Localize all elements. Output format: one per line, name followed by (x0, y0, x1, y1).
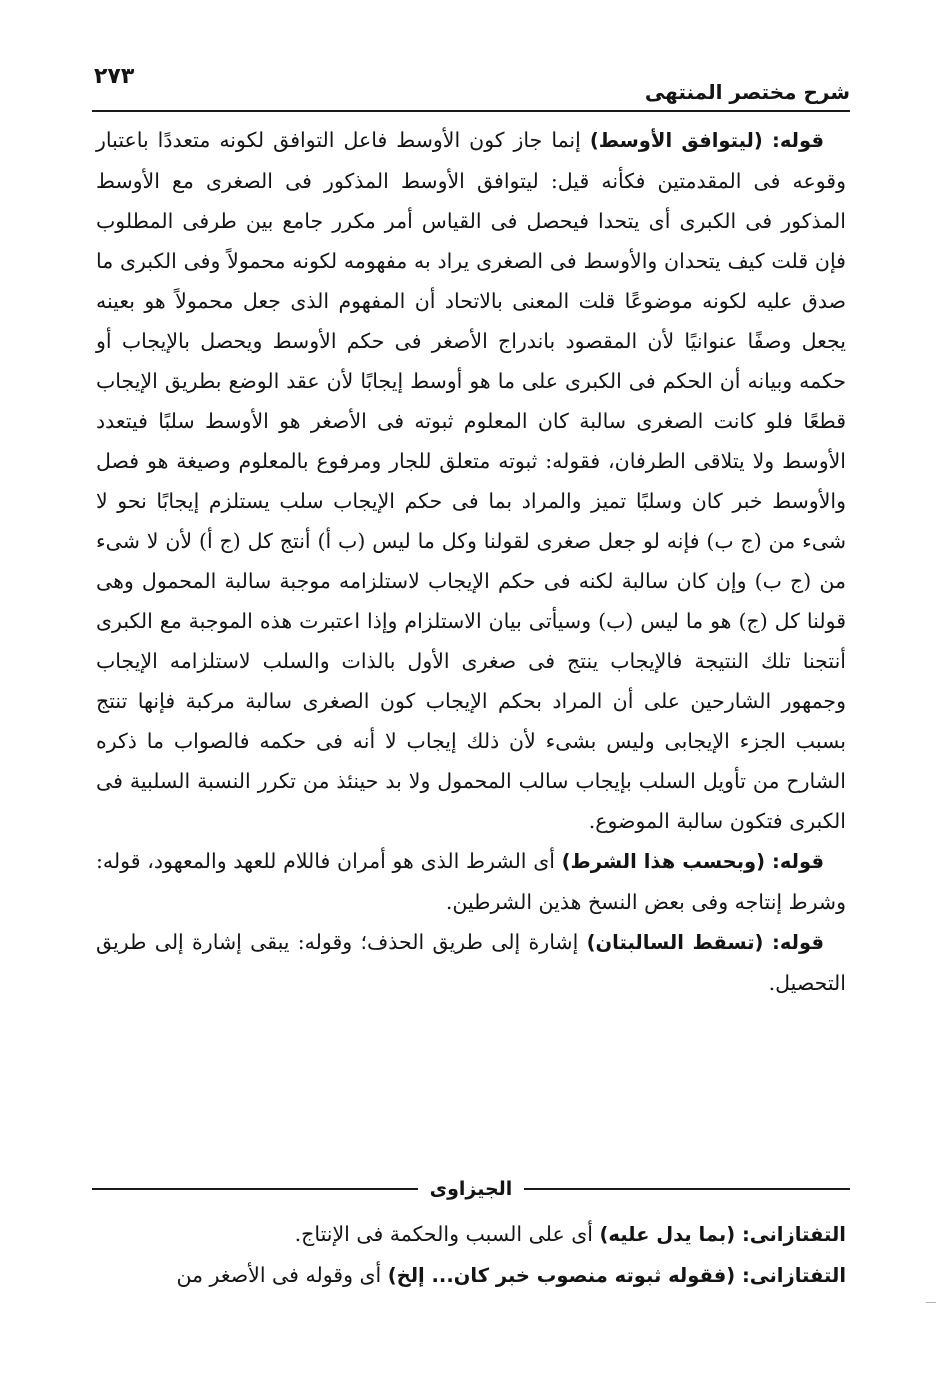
paragraph-label: قوله: (ليتوافق الأوسط) (589, 129, 824, 152)
section-title: الجيزاوى (429, 1178, 513, 1200)
paragraph-text: أى الشرط الذى هو أمران فاللام للعهد والمعهود، قوله: وشرط إنتاجه وفى بعض النسخ هذين الشرطين. (96, 849, 846, 914)
running-title: شرح مختصر المنتهى (644, 80, 850, 104)
paragraph (96, 922, 846, 1003)
paragraph-label: قوله: (وبحسب هذا الشرط) (561, 850, 824, 873)
page-header (92, 62, 850, 112)
divider-rule-right (524, 1188, 850, 1190)
footnotes (96, 1214, 846, 1296)
paragraph (96, 841, 846, 922)
footnote-label: التفتازانى: (فقوله ثبوته منصوب خبر كان... إلخ) (387, 1264, 846, 1287)
divider-rule-left (92, 1188, 418, 1190)
paragraph-text: إنما جاز كون الأوسط فاعل التوافق لكونه متعددًا باعتبار وقوعه فى المقدمتين فكأنه قيل: ليتوافق الأوسط المذكور فى الصغرى مع الأوسط المذكور فى الكبرى أى يتحدا فيحصل فى القياس أمر مكرر جامع بين طرفى المطلوب فإن قلت كيف يتحدان والأوسط فى الصغرى يراد به مفهومه لكونه محمولاً وفى الكبرى ما صدق عليه لكونه موضوعًا قلت المعنى بالاتحاد أن المفهوم الذى جعل محمولاً هو بعينه يجعل وصفًا عنوانيًا لأن المقصود باندراج الأصغر فى حكم الأوسط ويحصل بالإيجاب أو حكمه وبيانه أن الحكم فى الكبرى على ما هو أوسط إيجابًا لأن عقد الوضع بطريق الإيجاب قطعًا فلو كانت الصغرى سالبة كان المعلوم ثبوته فى الأصغر هو الأوسط سلبًا فيتعدد الأوسط ولا يتلاقى الطرفان، فقوله: ثبوته متعلق للجار ومرفوع بالمعلوم وصيغة هو فصل والأوسط خبر كان وسلبًا تميز والمراد بما فى حكم الإيجاب سلب يستلزم إيجابًا نحو لا شىء من (ج ب) فإنه لو جعل صغرى لقولنا وكل ما ليس (ب أ) أنتج كل (ج أ) لأن لا شىء من (ج ب) وإن كان سالبة لكنه فى حكم الإيجاب لاستلزامه موجبة سالبة المحمول وهى قولنا كل (ج) هو ما ليس (ب) وسيأتى بيان الاستلزام وإذا اعتبرت هذه الموجبة مع الكبرى أنتجنا تلك النتيجة فالإيجاب ينتج فى صغرى الأول بالذات والسلب لاستلزامه الإيجاب وجمهور الشارحين على أن المراد بحكم الإيجاب كون الصغرى سالبة مركبة فإنها تنتج بسبب الجزء الإيجابى وليس بشىء لأن ذلك إيجاب لا أنه فى حكمه فالصواب ما ذكره الشارح من تأويل السلب بإيجاب سالب المحمول ولا بد حينئذ من تكرر النسبة السلبية فى الكبرى فتكون سالبة الموضوع. (96, 128, 846, 833)
commentary-body (96, 120, 846, 1003)
page-number: ٢٧٣ (94, 64, 135, 89)
footnote (96, 1255, 846, 1296)
paragraph (96, 120, 846, 841)
footnote (96, 1214, 846, 1255)
paragraph-text: إشارة إلى طريق الحذف؛ وقوله: يبقى إشارة إلى طريق التحصيل. (96, 930, 846, 995)
section-divider (92, 1172, 850, 1206)
paragraph-label: قوله: (تسقط السالبتان) (586, 931, 824, 954)
footnote-text: أى وقوله فى الأصغر من (176, 1263, 388, 1287)
footnote-label: التفتازانى: (بما يدل عليه) (599, 1223, 846, 1246)
footnote-text: أى على السبب والحكمة فى الإنتاج. (294, 1222, 600, 1246)
scan-edge-mark (926, 1302, 936, 1303)
